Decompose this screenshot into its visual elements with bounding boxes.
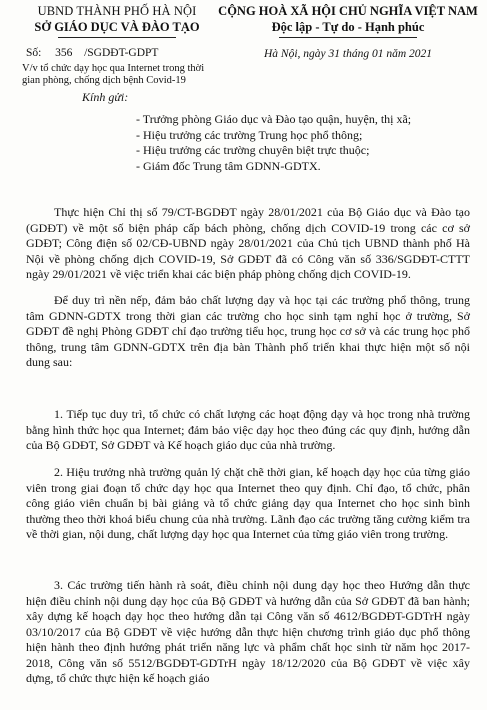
body-paragraph-request: Để duy trì nền nếp, đảm bảo chất lượng dạy và học tại các trường phổ thông, trung tâm GDNN-GDTX trong thời gian các trường cho học sinh tạm nghỉ học ở trường, Sở GDĐT đề nghị Phòng GDĐT chỉ đạo trường tiểu học, trung học cơ sở và các trung học phổ thông, trung tâm GDNN-GDTX trên địa bàn Thành phố triển khai thực hiện một số nội dung sau: [26,293,470,369]
motto-line-2: Độc lập - Tự do - Hạnh phúc [271,20,425,34]
doc-number-code: /SGDĐT-GDPT [84,47,159,59]
recipient-item: - Trưởng phòng Giáo dục và Đào tạo quận, huyện, thị xã; [136,112,412,126]
recipient-list [136,112,476,174]
agency-underline [58,37,176,38]
document-subject: V/v tổ chức dạy học qua Internet trong thời gian phòng, chống dịch bệnh Covid-19 [22,63,205,86]
recipient-item: - Hiệu trưởng các trường chuyên biệt trực thuộc; [136,143,370,157]
greeting: Kính gửi: [82,90,129,104]
body-paragraph-item-2: 2. Hiệu trưởng nhà trường quản lý chặt chẽ thời gian, kế hoạch dạy học của từng giáo viên trong giai đoạn tổ chức dạy học qua Internet theo quy định. Chỉ đạo, tổ chức, phân công giáo viên chuẩn bị bài giảng và tổ chức giảng dạy qua Internet cho học sinh bình thường theo thời khoá biểu chung của nhà trường. Lãnh đạo các trường tăng cường kiểm tra về thời gian, nội dung, chất lượng dạy học qua Internet của từng giáo viên trong trường. [26,465,470,541]
body-paragraph-item-1: 1. Tiếp tục duy trì, tổ chức có chất lượng các hoạt động dạy và học trong nhà trường bằng hình thức học qua Internet; đảm bảo việc dạy học theo đúng các quy định, hướng dẫn của Bộ GDĐT, Sở GDĐT và Kế hoạch giáo dục của nhà trường. [26,407,470,452]
national-motto [214,4,482,38]
recipient-item: - Giám đốc Trung tâm GDNN-GDTX. [136,158,321,173]
agency-line-2: SỞ GIÁO DỤC VÀ ĐÀO TẠO [34,20,200,34]
motto-line-1: CỘNG HOÀ XÃ HỘI CHỦ NGHĨA VIỆT NAM [218,4,478,18]
motto-underline [279,37,417,38]
recipient-item: - Hiệu trưởng các trường Trung học phổ thông; [136,127,363,142]
body-paragraph-directive: Thực hiện Chỉ thị số 79/CT-BGDĐT ngày 28/01/2021 của Bộ Giáo dục và Đào tạo (GDĐT) về một số biện pháp cấp bách phòng, chống dịch COVID-19 trong các cơ sở GDĐT; Công điện số 02/CĐ-UBND ngày 28/01/2021 của Chủ tịch UBND thành phố Hà Nội về phòng chống dịch COVID-19, Sở GDĐT đã có Công văn số 336/SGDĐT-CTTT ngày 29/01/2021 về việc triển khai các biện pháp phòng chống dịch COVID-19. [26,205,470,281]
issuing-agency [22,4,212,38]
document-number [26,47,158,59]
agency-line-1: UBND THÀNH PHỐ HÀ NỘI [37,4,197,18]
doc-number-label: Số: [26,47,42,59]
doc-number-value: 356 [55,47,73,59]
body-paragraph-item-3: 3. Các trường tiến hành rà soát, điều chỉnh nội dung dạy học theo Hướng dẫn thực hiện điều chỉnh nội dung dạy học của Bộ GDĐT và hướng dẫn của Sở GDĐT đã ban hành; xây dựng kế hoạch dạy học theo hướng dẫn tại Công văn số 4612/BGDĐT-GDTrH ngày 03/10/2017 của Bộ GDĐT về việc hướng dẫn thực hiện chương trình giáo dục phổ thông hiện hành theo định hướng phát triển năng lực và phẩm chất học sinh từ năm học 2017-2018, Công văn số 5512/BGDĐT-GDTrH ngày 18/12/2020 của Bộ GDĐT về việc xây dựng, tổ chức thực hiện kế hoạch giáo [26,578,470,685]
issue-date: Hà Nội, ngày 31 tháng 01 năm 2021 [264,48,433,60]
